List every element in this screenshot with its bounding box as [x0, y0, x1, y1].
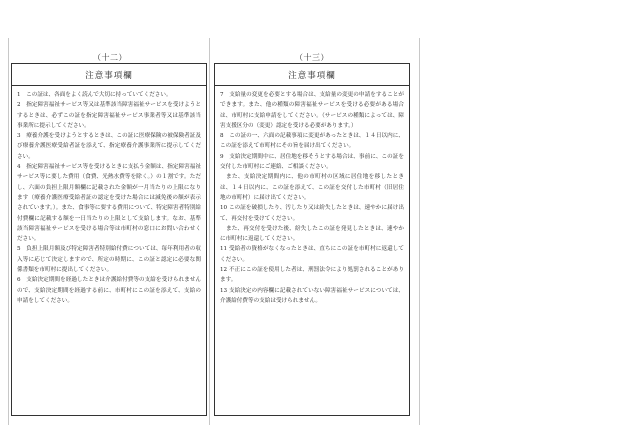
- panel-body: [215, 86, 409, 306]
- note-paragraph-continuation: また、支給決定期間内に、他の市町村の区域に居住地を移したときは、１４日以内に、この証を添えて、この証を交付した市町村（旧居住地の市町村）に届け出てください。: [220, 174, 404, 201]
- note-paragraph: 2 指定障害福祉サービス等又は基準該当障害福祉サービスを受けようとするときは、必ずこの証を指定障害福祉サービス事業者等又は基準該当事業所に提示してください。: [17, 102, 201, 129]
- note-paragraph: 11 受給者の資格がなくなったときは、直ちにこの証を市町村に返還してください。: [220, 246, 404, 263]
- note-paragraph: 1 この証は、各面をよく読んで大切に持っていてください。: [17, 92, 172, 98]
- note-paragraph: 9 支給決定期間中に、居住地を移そうとする場合は、事前に、この証を交付した市町村にご連絡、ご相談ください。: [220, 153, 404, 171]
- note-paragraph: 4 指定障害福祉サービス等を受けるときに支払う金額は、指定障害福祉サービス等に要した費用（食費、光熱水費等を除く。）の１割です。ただし、六面の負担上限月額欄に記載された金額が一月当たりの上限になります（療養介護医療受給者証の認定を受けた場合には減免後の額が表示されています。）。また、食事等に要する費用について、特定障害者特別給付費欄に記載する額を一日当たりの上限として支給します。なお、基準該当障害福祉サービスを受ける場合等は市町村の窓口にお問い合わせください。: [17, 164, 201, 243]
- panel-header: 注意事項欄: [12, 64, 206, 86]
- note-paragraph: 5 負担上限月額及び特定障害者特別給付費については、毎年利用者の収入等に応じて決定しますので、所定の時期に、この証と認定に必要な関係書類を市町村に提出してください。: [17, 246, 201, 274]
- note-paragraph: 12 不正にこの証を使用した者は、刑罰法令により処罰されることがあります。: [220, 267, 404, 284]
- right-divider-line: [419, 38, 420, 425]
- panel-body: [12, 86, 206, 306]
- note-paragraph: 13 支給決定の内容欄に記載されていない障害福祉サービスについては、介護給付費等の支給は受けられません。: [220, 287, 404, 304]
- note-paragraph: 10 この証を破損したり、汚したり又は紛失したときは、速やかに届け出て、再交付を受けてください。: [220, 205, 404, 222]
- page-label-12: （十二）: [93, 53, 127, 62]
- page-label-13: （十三）: [295, 53, 329, 62]
- note-paragraph: 3 療養介護を受けようとするときは、この証に医療保険の被保険者証及び療養介護医療受給者証を添えて、指定療養介護事業所に提示してください。: [17, 133, 201, 160]
- notes-panel-left: [11, 63, 207, 416]
- notes-panel-right: [214, 63, 410, 416]
- note-paragraph: 6 支給決定期間を経過したときは介護給付費等の支給を受けられませんので、支給決定期間を経過する前に、市町村にこの証を添えて、支給の申請をしてください。: [17, 277, 201, 304]
- note-paragraph: 8 この証の一、六面の記載事項に変更があったときは、１４日以内に、この証を添えて市町村にその旨を届け出てください。: [220, 133, 404, 150]
- left-divider-line: [8, 38, 9, 425]
- panel-header: 注意事項欄: [215, 64, 409, 86]
- note-paragraph-continuation: また、再交付を受けた後、紛失したこの証を発見したときは、速やかに市町村に返還してください。: [220, 225, 404, 243]
- center-divider-line: [209, 38, 210, 425]
- note-paragraph: 7 支給量の変更を必要とする場合は、支給量の変更の申請をすることができます。また、他の種類の障害福祉サービスを受ける必要がある場合は、市町村に支給申請をしてください。（サービスの種類によっては、障害支援区分の（変更）認定を受ける必要があります。）: [220, 92, 404, 129]
